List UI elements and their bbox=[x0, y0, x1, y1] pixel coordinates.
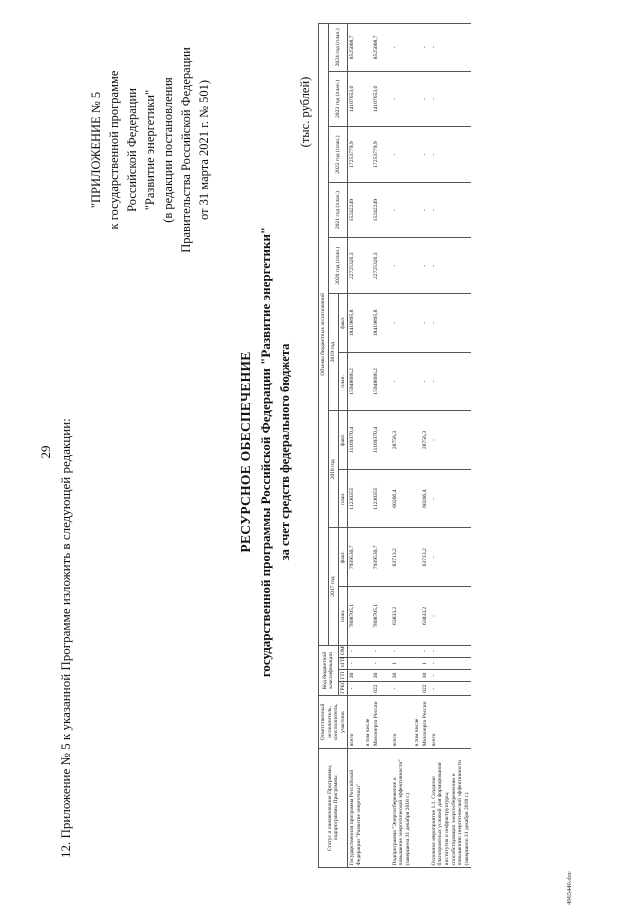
cell-value: 7939530,7 bbox=[348, 528, 364, 587]
header-plan: план. bbox=[338, 587, 348, 646]
cell-value bbox=[364, 182, 373, 238]
spacer-cell bbox=[381, 71, 391, 127]
header-year-2024: 2024 год (план.) bbox=[328, 24, 348, 72]
cell-value: 15948686,2 bbox=[372, 352, 381, 411]
cell-om bbox=[413, 645, 422, 657]
cell-value: - bbox=[391, 127, 413, 183]
cell-value bbox=[413, 352, 422, 411]
cell-om: - bbox=[372, 645, 381, 657]
cell-grbs: - bbox=[348, 682, 364, 696]
cell-value: - bbox=[421, 352, 430, 411]
cell-grbs: - bbox=[391, 682, 413, 696]
header-year-2018: 2018 год bbox=[328, 411, 338, 528]
cell-value: - bbox=[421, 24, 430, 72]
cell-value: 11169370,4 bbox=[372, 411, 381, 470]
cell-resp: всего bbox=[430, 696, 472, 749]
cell-value: 17253779,9 bbox=[348, 127, 364, 183]
header-code-gp: ГП bbox=[338, 669, 348, 681]
spacer-cell bbox=[381, 469, 391, 528]
cell-pgp: - bbox=[348, 657, 364, 669]
cell-pgp: 1 bbox=[421, 657, 430, 669]
cell-resp: всего bbox=[391, 696, 413, 749]
cell-gp: - bbox=[430, 669, 472, 681]
table-row bbox=[430, 24, 472, 868]
cell-value: 7808705,1 bbox=[348, 587, 364, 646]
cell-resp: в том числе bbox=[364, 696, 373, 749]
cell-value: 63713,2 bbox=[391, 528, 413, 587]
spacer-cell bbox=[381, 645, 391, 657]
spacer-cell bbox=[381, 182, 391, 238]
cell-value: - bbox=[391, 182, 413, 238]
header-fact: факт. bbox=[338, 528, 348, 587]
cell-pgp: - bbox=[430, 657, 472, 669]
cell-value: - bbox=[391, 71, 413, 127]
appendix-line: Российской Федерации bbox=[125, 88, 139, 212]
cell-value: 28756,3 bbox=[391, 411, 413, 470]
cell-value: 63833,2 bbox=[391, 587, 413, 646]
cell-value bbox=[364, 294, 373, 353]
footer-filename: 4965440.doc bbox=[566, 871, 573, 905]
cell-value: - bbox=[391, 238, 413, 294]
cell-value: 18419895,8 bbox=[372, 294, 381, 353]
table-row bbox=[348, 24, 364, 868]
spacer-cell bbox=[381, 748, 391, 867]
header-year-2017: 2017 год bbox=[328, 528, 338, 645]
cell-value: 60206,4 bbox=[391, 469, 413, 528]
cell-value bbox=[364, 528, 373, 587]
cell-value: 18419895,8 bbox=[348, 294, 364, 353]
spacer-cell bbox=[381, 238, 391, 294]
cell-value: - bbox=[421, 238, 430, 294]
header-plan: план. bbox=[338, 469, 348, 528]
cell-resp: Минэнерго России bbox=[421, 696, 430, 749]
header-year-2023: 2023 год (план.) bbox=[328, 71, 348, 127]
cell-value: 14107653,6 bbox=[372, 71, 381, 127]
document-title: РЕСУРСНОЕ ОБЕСПЕЧЕНИЕ bbox=[238, 351, 253, 553]
cell-value bbox=[413, 182, 422, 238]
cell-value: 63713,2 bbox=[421, 528, 430, 587]
cell-gp bbox=[413, 669, 422, 681]
table-row bbox=[391, 24, 413, 868]
cell-name: Государственная программа Российской Федерации "Развитие энергетики" bbox=[348, 748, 364, 867]
cell-value: 11230355 bbox=[348, 469, 364, 528]
cell-value: - bbox=[430, 587, 472, 646]
appendix-line: "ПРИЛОЖЕНИЕ № 5 bbox=[89, 91, 103, 209]
spacer-cell bbox=[381, 669, 391, 681]
table-row bbox=[372, 24, 381, 868]
header-budget-code: Код бюджетной классификации bbox=[319, 645, 339, 696]
cell-grbs bbox=[364, 682, 373, 696]
cell-value bbox=[413, 411, 422, 470]
header-fact: факт. bbox=[338, 411, 348, 470]
appendix-line: Правительства Российской Федерации bbox=[179, 47, 193, 253]
cell-value: - bbox=[391, 352, 413, 411]
cell-grbs: 022 bbox=[421, 682, 430, 696]
header-code-om: ОМ bbox=[338, 645, 348, 657]
cell-value: - bbox=[430, 528, 472, 587]
cell-value: 22725326,3 bbox=[348, 238, 364, 294]
cell-grbs: 022 bbox=[372, 682, 381, 696]
cell-gp: 30 bbox=[348, 669, 364, 681]
cell-name: Подпрограмма "Энергосбережение и повышение энергетической эффективности" (завершена 31 декабря 2018 г.) bbox=[391, 748, 413, 867]
cell-value: 15242249 bbox=[348, 182, 364, 238]
cell-value bbox=[413, 294, 422, 353]
cell-grbs: - bbox=[430, 682, 472, 696]
cell-value: - bbox=[430, 411, 472, 470]
resource-table-wrapper bbox=[318, 23, 471, 868]
cell-value: - bbox=[421, 182, 430, 238]
cell-name bbox=[413, 748, 422, 867]
cell-value: 28756,3 bbox=[421, 411, 430, 470]
table-spacer-row bbox=[381, 24, 391, 868]
header-year-2022: 2022 год (план.) bbox=[328, 127, 348, 183]
spacer-cell bbox=[381, 411, 391, 470]
cell-resp: в том числе bbox=[413, 696, 422, 749]
appendix-line: (в редакции постановления bbox=[161, 77, 175, 223]
cell-value bbox=[364, 127, 373, 183]
cell-grbs bbox=[413, 682, 422, 696]
cell-value: - bbox=[430, 182, 472, 238]
cell-value: - bbox=[421, 71, 430, 127]
cell-om bbox=[364, 645, 373, 657]
cell-value: - bbox=[421, 294, 430, 353]
spacer-cell bbox=[381, 696, 391, 749]
header-year-2019: 2019 год bbox=[328, 294, 338, 411]
cell-value bbox=[413, 528, 422, 587]
spacer-cell bbox=[381, 24, 391, 72]
cell-value: 11169370,4 bbox=[348, 411, 364, 470]
appendix-line: "Развитие энергетики" bbox=[143, 89, 157, 211]
cell-value: - bbox=[391, 294, 413, 353]
cell-gp bbox=[364, 669, 373, 681]
document-subtitle-2: за счет средств федерального бюджета bbox=[278, 343, 292, 561]
cell-value bbox=[413, 24, 422, 72]
cell-value: 8525008,7 bbox=[372, 24, 381, 72]
cell-value: - bbox=[430, 238, 472, 294]
cell-om: - bbox=[391, 645, 413, 657]
cell-resp: Минэнерго России bbox=[372, 696, 381, 749]
cell-om: - bbox=[348, 645, 364, 657]
header-code-grbs: ГРБС bbox=[338, 682, 348, 696]
cell-value: 60206,4 bbox=[421, 469, 430, 528]
cell-value bbox=[413, 127, 422, 183]
spacer-cell bbox=[381, 528, 391, 587]
spacer-cell bbox=[381, 682, 391, 696]
cell-pgp bbox=[364, 657, 373, 669]
cell-gp: 30 bbox=[391, 669, 413, 681]
cell-value: 63833,2 bbox=[421, 587, 430, 646]
cell-value: - bbox=[421, 127, 430, 183]
cell-value bbox=[364, 587, 373, 646]
cell-value: 8525008,7 bbox=[348, 24, 364, 72]
cell-name: Основное мероприятие 1.1. Создание благоприятных условий для формирования институтов и инфраструктуры, способствующих энергосбережению и повышению энергетической эффективности (завершено 31 декабря 2018 г.) bbox=[430, 748, 472, 867]
table-row bbox=[364, 24, 373, 868]
unit-label: (тыс. рублей) bbox=[298, 76, 312, 148]
cell-value: 7808705,1 bbox=[372, 587, 381, 646]
header-status: Статус и наименование Программы, подпрограммы Программы bbox=[319, 748, 348, 867]
cell-pgp bbox=[413, 657, 422, 669]
header-fact: факт. bbox=[338, 294, 348, 353]
table-body bbox=[348, 24, 471, 868]
cell-om: - bbox=[421, 645, 430, 657]
cell-value bbox=[413, 71, 422, 127]
resource-table bbox=[318, 23, 471, 868]
table-row bbox=[413, 24, 422, 868]
cell-value bbox=[364, 411, 373, 470]
cell-value: 14107653,6 bbox=[348, 71, 364, 127]
cell-pgp: - bbox=[372, 657, 381, 669]
cell-gp: 30 bbox=[421, 669, 430, 681]
cell-om: - bbox=[430, 645, 472, 657]
cell-value: - bbox=[430, 294, 472, 353]
cell-value: - bbox=[430, 469, 472, 528]
cell-value bbox=[413, 469, 422, 528]
header-volumes: Объемы бюджетных ассигнований bbox=[319, 24, 329, 646]
intro-text: 12. Приложение № 5 к указанной Программе изложить в следующей редакции: bbox=[58, 418, 73, 858]
cell-value: - bbox=[430, 352, 472, 411]
header-plan: план. bbox=[338, 352, 348, 411]
cell-value bbox=[364, 469, 373, 528]
cell-resp: всего bbox=[348, 696, 364, 749]
cell-value bbox=[413, 587, 422, 646]
cell-value bbox=[364, 352, 373, 411]
header-year-2021: 2021 год (план.) bbox=[328, 182, 348, 238]
cell-value: 11230355 bbox=[372, 469, 381, 528]
cell-name bbox=[364, 748, 373, 867]
header-year-2020: 2020 год (план.) bbox=[328, 238, 348, 294]
cell-value: 7939530,7 bbox=[372, 528, 381, 587]
header-responsible: Ответственный исполнитель, соисполнитель, участник bbox=[319, 696, 348, 749]
spacer-cell bbox=[381, 352, 391, 411]
cell-value: - bbox=[430, 24, 472, 72]
cell-value: 15948686,2 bbox=[348, 352, 364, 411]
cell-value bbox=[364, 71, 373, 127]
spacer-cell bbox=[381, 587, 391, 646]
page-number: 29 bbox=[38, 445, 53, 459]
cell-value: - bbox=[430, 127, 472, 183]
cell-value bbox=[364, 24, 373, 72]
appendix-line: к государственной программе bbox=[107, 70, 121, 230]
cell-value: 17253779,9 bbox=[372, 127, 381, 183]
cell-pgp: 1 bbox=[391, 657, 413, 669]
spacer-cell bbox=[381, 657, 391, 669]
document-subtitle: государственной программы Российской Федерации "Развитие энергетики" bbox=[258, 226, 273, 678]
cell-value: - bbox=[430, 71, 472, 127]
header-code-pgp: пГП bbox=[338, 657, 348, 669]
cell-value bbox=[413, 238, 422, 294]
cell-value: 15242249 bbox=[372, 182, 381, 238]
spacer-cell bbox=[381, 127, 391, 183]
cell-gp: 30 bbox=[372, 669, 381, 681]
spacer-cell bbox=[381, 294, 391, 353]
cell-name bbox=[421, 748, 430, 867]
cell-name bbox=[372, 748, 381, 867]
cell-value: 22725326,3 bbox=[372, 238, 381, 294]
appendix-line: от 31 марта 2021 г. № 501) bbox=[197, 79, 211, 221]
cell-value: - bbox=[391, 24, 413, 72]
cell-value bbox=[364, 238, 373, 294]
table-row bbox=[421, 24, 430, 868]
